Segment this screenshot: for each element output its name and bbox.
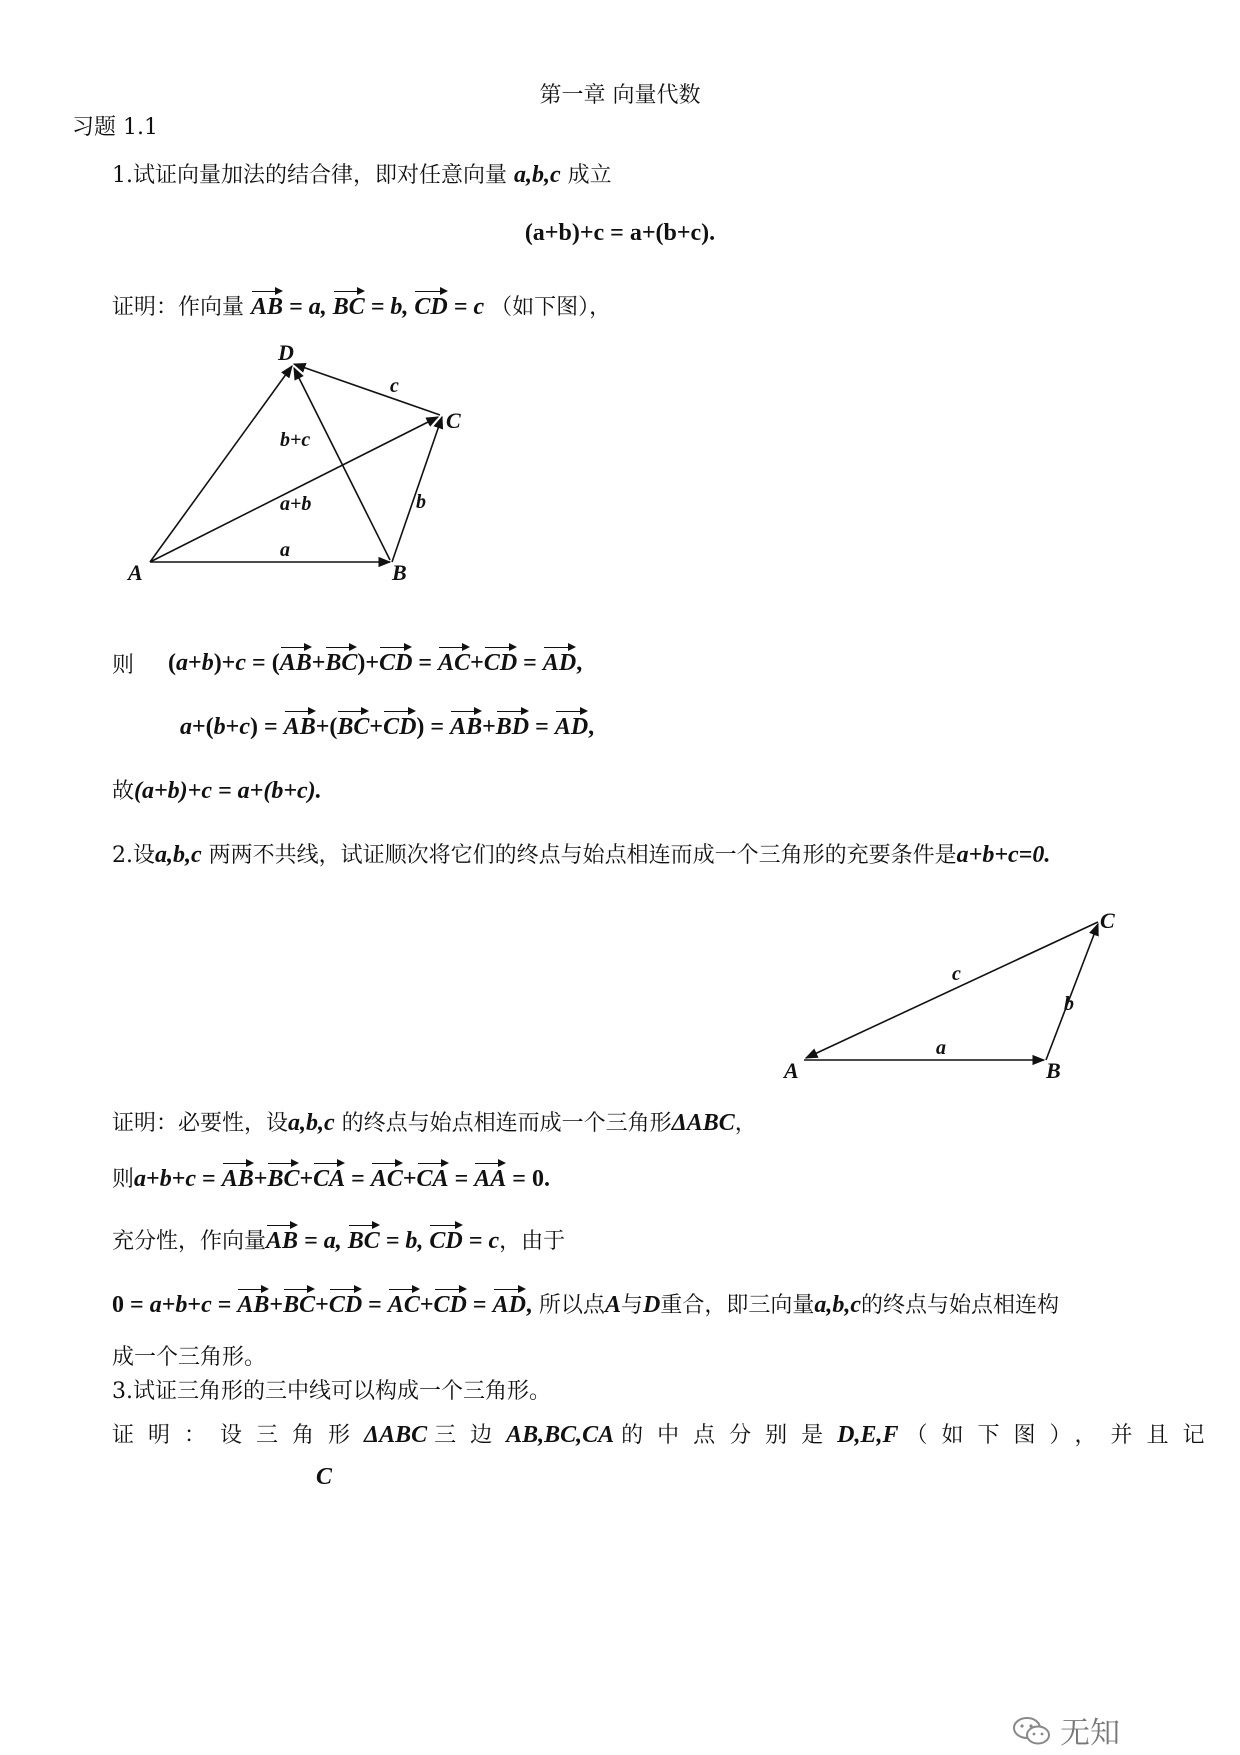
problem2-sufficiency: 充分性，作向量AB = a, BC = b, CD = c，由于 — [112, 1224, 565, 1255]
problem3-figure-point-c: C — [316, 1464, 333, 1490]
fig2-label-a: a — [936, 1037, 946, 1059]
problem2-statement-vectors: a,b,c — [155, 842, 202, 868]
chapter-title: 第一章 向量代数 — [539, 83, 701, 108]
fig1-edge-cd — [294, 364, 440, 415]
fig1-point-b: B — [392, 560, 407, 580]
fig1-label-a-plus-b: a+b — [280, 493, 312, 515]
problem1-conclusion-formula: (a+b)+c = a+(b+c). — [134, 778, 322, 804]
problem3-proof-sides: AB,BC,CA — [506, 1422, 615, 1448]
problem1-statement-prefix: 1.试证向量加法的结合律，即对任意向量 — [112, 163, 507, 188]
problem1-statement-suffix: 成立 — [567, 163, 612, 188]
problem1-conclusion — [112, 774, 322, 805]
section-title: 习题 1.1 — [72, 115, 158, 140]
fig1-edge-bd — [294, 368, 390, 560]
vector-bc: BC — [333, 290, 365, 321]
wechat-icon — [1012, 1715, 1052, 1755]
problem3-proof-prefix: 证明：设三角形 — [112, 1423, 365, 1448]
problem2-necessity-middle: 的终点与始点相连而成一个三角形 — [341, 1111, 672, 1136]
problem2-conclusion-vectors: a,b,c — [814, 1292, 861, 1318]
fig1-label-c: c — [390, 375, 399, 397]
problem2-statement-prefix: 2.设 — [112, 843, 155, 868]
problem1-proof-suffix: （如下图）， — [490, 295, 612, 320]
problem2-conclusion-line2: 成一个三角形。 — [112, 1345, 267, 1370]
watermark — [1012, 1708, 1120, 1755]
problem2-necessity-prefix: 证明：必要性，设 — [112, 1111, 289, 1136]
problem2-conclusion-text-2: 与 — [620, 1293, 643, 1318]
fig1-edge-bc — [392, 417, 442, 562]
problem1-then-label: 则 — [112, 653, 135, 678]
fig1-label-b: b — [416, 491, 426, 513]
watermark-text: 无知 — [1060, 1716, 1120, 1751]
figure2-diagram — [780, 900, 1130, 1090]
fig2-label-c: c — [952, 963, 961, 985]
problem1-proof-line: 证明：作向量 AB = a, BC = b, CD = c （如下图）， — [112, 290, 611, 321]
problem1-derivation-1: (a+b)+c = (AB+BC)+CD = AC+CD = AD, — [168, 646, 582, 677]
problem2-conclusion-text-1: 所以点 — [538, 1293, 605, 1318]
problem3-proof — [112, 1418, 1219, 1449]
fig1-edge-ad — [150, 366, 292, 562]
fig2-point-b: B — [1046, 1058, 1061, 1083]
problem1-proof-prefix: 证明：作向量 — [112, 295, 245, 320]
problem2-statement-middle: 两两不共线，试证顺次将它们的终点与始点相连而成一个三角形的充要条件是 — [208, 843, 957, 868]
problem1-formula: (a+b)+c = a+(b+c). — [524, 220, 716, 246]
problem2-conclusion-point-d: D — [642, 1292, 661, 1318]
problem3-statement: 3.试证三角形的三中线可以构成一个三角形。 — [112, 1379, 551, 1404]
problem2-conclusion-point-a: A — [604, 1292, 621, 1318]
fig1-point-a: A — [128, 560, 143, 580]
vector-cd: CD — [414, 290, 447, 321]
vector-ab: AB — [251, 290, 283, 321]
problem1-statement — [112, 158, 612, 189]
fig2-edge-bc — [1046, 924, 1098, 1060]
problem2-necessity-suffix: ， — [734, 1111, 757, 1136]
problem2-conclusion-text-3: 重合，即三向量 — [660, 1293, 815, 1318]
problem2-sufficiency-prefix: 充分性，作向量 — [112, 1229, 267, 1254]
figure1-diagram — [120, 340, 480, 580]
problem2-then-line: 则a+b+c = AB+BC+CA = AC+CA = AA = 0. — [112, 1162, 550, 1193]
problem3-proof-middle2: 的中点分别是 — [621, 1423, 838, 1448]
fig1-point-d: D — [278, 340, 294, 365]
problem1-statement-vectors: a,b,c — [514, 162, 561, 188]
problem2-necessity-triangle: ΔABC — [671, 1110, 735, 1136]
problem2-sufficiency-suffix: ，由于 — [499, 1229, 566, 1254]
fig2-label-b: b — [1064, 993, 1074, 1015]
problem3-proof-suffix: （如下图），并且记 — [905, 1423, 1219, 1448]
problem1-conclusion-prefix: 故 — [112, 779, 135, 804]
fig2-point-c: C — [1100, 908, 1115, 933]
problem3-proof-middle: 三边 — [434, 1423, 507, 1448]
problem2-necessity — [112, 1106, 757, 1137]
fig1-point-c: C — [446, 408, 461, 433]
problem2-conclusion-line1: 0 = a+b+c = AB+BC+CD = AC+CD = AD, 所以点A与D重合，即三向量a,b,c的终点与始点相连构 — [112, 1288, 1059, 1319]
problem2-then-prefix: 则 — [112, 1167, 135, 1192]
fig2-point-a: A — [784, 1058, 799, 1083]
problem1-derivation-2: a+(b+c) = AB+(BC+CD) = AB+BD = AD, — [180, 710, 594, 741]
problem2-statement-condition: a+b+c=0. — [956, 842, 1051, 868]
fig1-label-b-plus-c: b+c — [280, 429, 311, 451]
problem3-proof-points: D,E,F — [837, 1422, 899, 1448]
problem3-proof-triangle: ΔABC — [364, 1422, 428, 1448]
problem2-statement — [112, 838, 1050, 869]
fig1-label-a: a — [280, 539, 290, 561]
problem2-conclusion-text-4: 的终点与始点相连构 — [860, 1293, 1059, 1318]
problem2-necessity-vectors: a,b,c — [288, 1110, 335, 1136]
